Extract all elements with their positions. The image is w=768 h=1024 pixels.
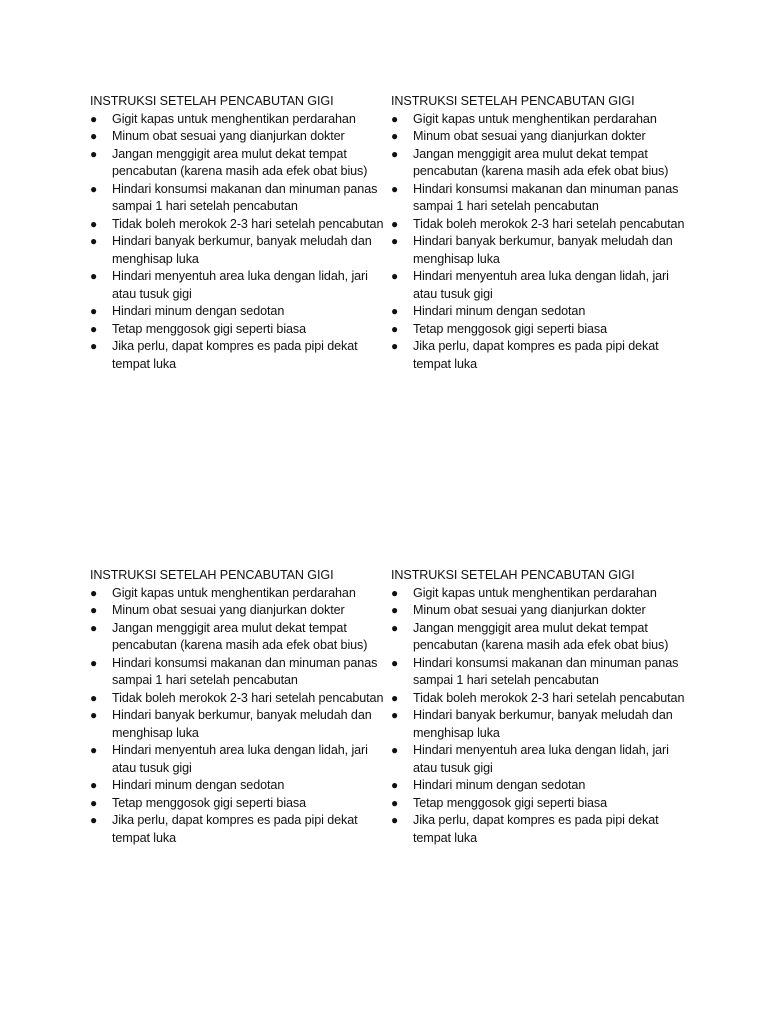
instruction-list: [90, 585, 386, 848]
bullet-icon: ●: [391, 321, 399, 336]
list-item-text: Tidak boleh merokok 2-3 hari setelah pencabutan: [413, 690, 685, 705]
bullet-icon: ●: [90, 708, 98, 722]
bullet-icon: ●: [90, 603, 98, 617]
bullet-icon: ●: [391, 813, 399, 827]
bullet-icon: ●: [90, 304, 98, 318]
instruction-card-top-right: [391, 93, 687, 373]
instruction-list: [391, 111, 687, 374]
bullet-icon: ●: [391, 778, 399, 792]
list-item-text: Hindari konsumsi makanan dan minuman panas sampai 1 hari setelah pencabutan: [413, 181, 679, 213]
bullet-icon: ●: [90, 585, 98, 600]
list-item-text: Jika perlu, dapat kompres es pada pipi dekat tempat luka: [112, 813, 358, 845]
list-item: [391, 585, 687, 603]
list-item-text: Gigit kapas untuk menghentikan perdarahan: [413, 111, 657, 126]
list-item-text: Jika perlu, dapat kompres es pada pipi dekat tempat luka: [413, 339, 659, 371]
bullet-icon: ●: [90, 321, 98, 336]
list-item: [90, 233, 386, 268]
list-item: [90, 602, 386, 620]
list-item: [391, 777, 687, 795]
instruction-card-top-left: [90, 93, 386, 373]
bullet-icon: ●: [391, 304, 399, 318]
list-item-text: Hindari menyentuh area luka dengan lidah, jari atau tusuk gigi: [413, 743, 669, 775]
list-item: [90, 268, 386, 303]
bullet-icon: ●: [391, 234, 399, 248]
list-item: [391, 146, 687, 181]
bullet-icon: ●: [391, 603, 399, 617]
list-item: [90, 795, 386, 813]
bullet-icon: ●: [391, 795, 399, 810]
list-item: [391, 233, 687, 268]
card-title: INSTRUKSI SETELAH PENCABUTAN GIGI: [391, 568, 635, 582]
bullet-icon: ●: [90, 269, 98, 283]
list-item: [90, 707, 386, 742]
bullet-icon: ●: [90, 795, 98, 810]
list-item-text: Hindari banyak berkumur, banyak meludah dan menghisap luka: [112, 708, 372, 740]
list-item: [90, 303, 386, 321]
list-item-text: Minum obat sesuai yang dianjurkan dokter: [413, 603, 646, 617]
bullet-icon: ●: [391, 129, 399, 143]
list-item: [391, 812, 687, 847]
bullet-icon: ●: [90, 181, 98, 196]
bullet-icon: ●: [391, 708, 399, 722]
list-item-text: Tidak boleh merokok 2-3 hari setelah pencabutan: [112, 216, 384, 231]
list-item-text: Gigit kapas untuk menghentikan perdarahan: [112, 111, 356, 126]
bullet-icon: ●: [391, 585, 399, 600]
card-title: INSTRUKSI SETELAH PENCABUTAN GIGI: [90, 94, 334, 108]
bullet-icon: ●: [90, 743, 98, 757]
list-item: [391, 128, 687, 146]
list-item-text: Jangan menggigit area mulut dekat tempat pencabutan (karena masih ada efek obat bius): [112, 620, 368, 652]
bullet-icon: ●: [90, 655, 98, 670]
list-item-text: Minum obat sesuai yang dianjurkan dokter: [413, 129, 646, 143]
list-item: [90, 585, 386, 603]
list-item: [391, 655, 687, 690]
list-item: [391, 707, 687, 742]
instruction-card-bottom-left: [90, 567, 386, 847]
bullet-icon: ●: [90, 146, 98, 161]
card-title: INSTRUKSI SETELAH PENCABUTAN GIGI: [90, 568, 334, 582]
bullet-icon: ●: [90, 111, 98, 126]
list-item: [90, 321, 386, 339]
bullet-icon: ●: [391, 339, 399, 353]
list-item: [90, 742, 386, 777]
list-item: [90, 181, 386, 216]
card-title: INSTRUKSI SETELAH PENCABUTAN GIGI: [391, 94, 635, 108]
list-item: [90, 655, 386, 690]
bullet-icon: ●: [391, 111, 399, 126]
list-item-text: Hindari banyak berkumur, banyak meludah dan menghisap luka: [112, 234, 372, 266]
bullet-icon: ●: [90, 690, 98, 705]
list-item: [391, 216, 687, 234]
list-item-text: Tetap menggosok gigi seperti biasa: [112, 795, 307, 810]
list-item-text: Jangan menggigit area mulut dekat tempat pencabutan (karena masih ada efek obat bius): [413, 146, 669, 178]
bullet-icon: ●: [391, 216, 399, 231]
list-item-text: Hindari banyak berkumur, banyak meludah dan menghisap luka: [413, 234, 673, 266]
bullet-icon: ●: [391, 690, 399, 705]
list-item-text: Hindari minum dengan sedotan: [112, 304, 285, 318]
list-item: [391, 620, 687, 655]
list-item: [90, 146, 386, 181]
list-item-text: Tidak boleh merokok 2-3 hari setelah pencabutan: [413, 216, 685, 231]
bullet-icon: ●: [391, 655, 399, 670]
list-item-text: Jangan menggigit area mulut dekat tempat pencabutan (karena masih ada efek obat bius): [112, 146, 368, 178]
list-item: [90, 338, 386, 373]
list-item: [90, 690, 386, 708]
bullet-icon: ●: [391, 620, 399, 635]
list-item: [90, 812, 386, 847]
list-item: [391, 742, 687, 777]
list-item-text: Hindari minum dengan sedotan: [413, 304, 586, 318]
bullet-icon: ●: [90, 216, 98, 231]
list-item: [391, 303, 687, 321]
list-item: [391, 690, 687, 708]
bullet-icon: ●: [391, 269, 399, 283]
list-item-text: Gigit kapas untuk menghentikan perdarahan: [112, 585, 356, 600]
list-item-text: Hindari konsumsi makanan dan minuman panas sampai 1 hari setelah pencabutan: [112, 655, 378, 687]
list-item: [391, 338, 687, 373]
list-item: [391, 181, 687, 216]
list-item: [90, 111, 386, 129]
list-item: [391, 321, 687, 339]
list-item-text: Hindari banyak berkumur, banyak meludah dan menghisap luka: [413, 708, 673, 740]
list-item-text: Minum obat sesuai yang dianjurkan dokter: [112, 129, 345, 143]
list-item: [391, 111, 687, 129]
list-item-text: Jika perlu, dapat kompres es pada pipi dekat tempat luka: [112, 339, 358, 371]
bullet-icon: ●: [90, 234, 98, 248]
list-item: [391, 795, 687, 813]
bullet-icon: ●: [391, 146, 399, 161]
list-item-text: Tetap menggosok gigi seperti biasa: [413, 321, 608, 336]
list-item: [90, 777, 386, 795]
list-item-text: Hindari konsumsi makanan dan minuman panas sampai 1 hari setelah pencabutan: [413, 655, 679, 687]
list-item-text: Tetap menggosok gigi seperti biasa: [413, 795, 608, 810]
list-item-text: Hindari menyentuh area luka dengan lidah, jari atau tusuk gigi: [112, 269, 368, 301]
bullet-icon: ●: [90, 339, 98, 353]
list-item-text: Gigit kapas untuk menghentikan perdarahan: [413, 585, 657, 600]
list-item: [90, 620, 386, 655]
list-item-text: Jika perlu, dapat kompres es pada pipi dekat tempat luka: [413, 813, 659, 845]
instruction-list: [90, 111, 386, 374]
bullet-icon: ●: [90, 620, 98, 635]
list-item: [90, 128, 386, 146]
bullet-icon: ●: [391, 181, 399, 196]
list-item: [391, 602, 687, 620]
list-item-text: Hindari menyentuh area luka dengan lidah, jari atau tusuk gigi: [112, 743, 368, 775]
list-item: [391, 268, 687, 303]
instruction-card-bottom-right: [391, 567, 687, 847]
list-item-text: Hindari menyentuh area luka dengan lidah, jari atau tusuk gigi: [413, 269, 669, 301]
instruction-list: [391, 585, 687, 848]
bullet-icon: ●: [90, 813, 98, 827]
bullet-icon: ●: [90, 129, 98, 143]
list-item-text: Tetap menggosok gigi seperti biasa: [112, 321, 307, 336]
list-item-text: Hindari konsumsi makanan dan minuman panas sampai 1 hari setelah pencabutan: [112, 181, 378, 213]
list-item: [90, 216, 386, 234]
list-item-text: Minum obat sesuai yang dianjurkan dokter: [112, 603, 345, 617]
bullet-icon: ●: [90, 778, 98, 792]
bullet-icon: ●: [391, 743, 399, 757]
list-item-text: Tidak boleh merokok 2-3 hari setelah pencabutan: [112, 690, 384, 705]
list-item-text: Hindari minum dengan sedotan: [112, 778, 285, 792]
list-item-text: Hindari minum dengan sedotan: [413, 778, 586, 792]
list-item-text: Jangan menggigit area mulut dekat tempat pencabutan (karena masih ada efek obat bius): [413, 620, 669, 652]
